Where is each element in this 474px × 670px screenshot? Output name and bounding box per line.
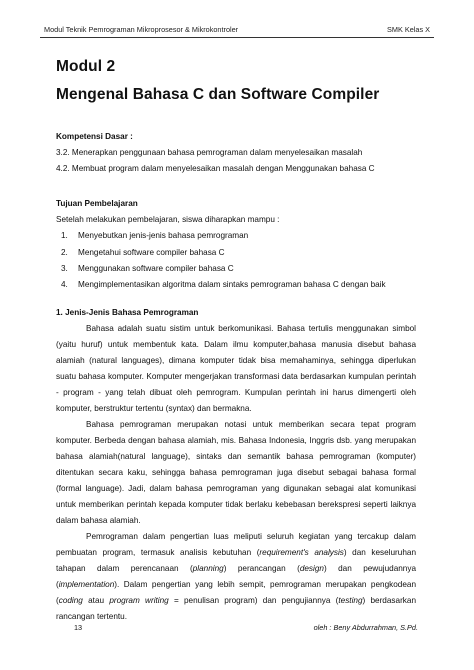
text-run: = penulisan program) dan pengujiannya ( <box>168 596 339 605</box>
list-number: 2. <box>61 247 68 257</box>
italic-term: planning <box>192 564 224 573</box>
author-credit: oleh : Beny Abdurrahman, S.Pd. <box>313 623 418 632</box>
list-text: Menggunakan software compiler bahasa C <box>78 263 234 273</box>
page-footer <box>74 623 418 632</box>
tujuan-list <box>56 228 416 293</box>
list-text: Menyebutkan jenis-jenis bahasa pemrograman <box>78 231 249 241</box>
list-item <box>56 277 416 293</box>
kompetensi-item: 3.2. Menerapkan penggunaan bahasa pemrograman dalam menyelesaikan masalah <box>56 148 363 158</box>
list-number: 4. <box>61 280 68 290</box>
list-number: 1. <box>61 231 68 241</box>
list-item <box>56 261 416 277</box>
text-run: atau <box>82 596 110 605</box>
italic-term: coding <box>58 596 83 605</box>
page-number: 13 <box>74 623 83 632</box>
list-item <box>56 228 416 244</box>
list-text: Mengimplementasikan algoritma dalam sintaks pemrograman bahasa C dengan baik <box>78 280 386 290</box>
header-module-title: Modul Teknik Pemrograman Mikroprosesor & Mikrokontroler <box>44 25 239 34</box>
italic-term: design <box>299 564 324 573</box>
text-run: ) dan keseluruhan tahapan dalam perencanaan ( <box>56 548 416 573</box>
text-run: ) dan pewujudannya ( <box>56 564 417 589</box>
text-run: ) perancangan ( <box>223 564 300 573</box>
header-divider <box>40 37 434 38</box>
page-title: Mengenal Bahasa C dan Software Compiler <box>56 86 380 103</box>
italic-term: implementation <box>58 580 115 589</box>
section-body <box>56 321 416 625</box>
tujuan-section <box>56 196 416 293</box>
page-header <box>44 25 430 34</box>
section-heading: 1. Jenis-Jenis Bahasa Pemrograman <box>56 308 199 317</box>
module-number: Modul 2 <box>56 58 116 75</box>
kompetensi-heading: Kompetensi Dasar : <box>56 132 133 141</box>
header-class-label: SMK Kelas X <box>387 25 430 34</box>
paragraph-1: Bahasa adalah suatu sistim untuk berkomunikasi. Bahasa tertulis menggunakan simbol (yaitu huruf) untuk membentuk kata. Dalam ilmu komputer,bahasa manusia disebut bahasa alamiah (natural languages), dimana komputer tidak bisa memahaminya, sehingga diperlukan suatu bahasa komputer. Komputer mengerjakan transformasi data berdasarkan kumpulan perintah - program - yang telah dibuat oleh pemrogram. Kumpulan perintah ini harus dimengerti oleh komputer, berstruktur tertentu (syntax) dan bermakna. <box>56 324 416 413</box>
text-run: ). Dalam pengertian yang lebih sempit, pemrograman merupakan pengkodean ( <box>56 580 416 605</box>
paragraph-3 <box>56 529 416 625</box>
list-item <box>56 245 416 261</box>
kompetensi-section <box>56 129 416 178</box>
text-run: ) berdasarkan rancangan tertentu. <box>56 596 416 621</box>
text-run: Pemrograman dalam pengertian luas meliputi seluruh kegiatan yang tercakup dalam pembuatan program, termasuk analisis kebutuhan ( <box>56 532 416 557</box>
list-number: 3. <box>61 263 68 273</box>
list-text: Mengetahui software compiler bahasa C <box>78 247 225 257</box>
tujuan-intro: Setelah melakukan pembelajaran, siswa diharapkan mampu : <box>56 215 280 225</box>
paragraph-2: Bahasa pemrograman merupakan notasi untuk memberikan secara tepat program komputer. Berbeda dengan bahasa alamiah, mis. Bahasa Indonesia, Inggris dsb. yang merupakan bahasa alamiah(natural language), sintaks dan semantik bahasa pemrograman (komputer) ditentukan secara kaku, sehingga bahasa pemrograman juga disebut sebagai bahasa formal (formal language). Jadi, dalam bahasa pemrograman yang digunakan sebagai alat komunikasi untuk memberikan perintah kepada komputer tidak berlaku kebebasan berekspresi seperti laiknya dalam bahasa alamiah. <box>56 420 416 525</box>
italic-term: testing <box>338 596 363 605</box>
italic-term: program writing <box>109 596 169 605</box>
kompetensi-item: 4.2. Membuat program dalam menyelesaikan masalah dengan Menggunakan bahasa C <box>56 164 375 174</box>
tujuan-heading: Tujuan Pembelajaran <box>56 199 138 208</box>
italic-term: requirement's analysis <box>259 548 344 557</box>
